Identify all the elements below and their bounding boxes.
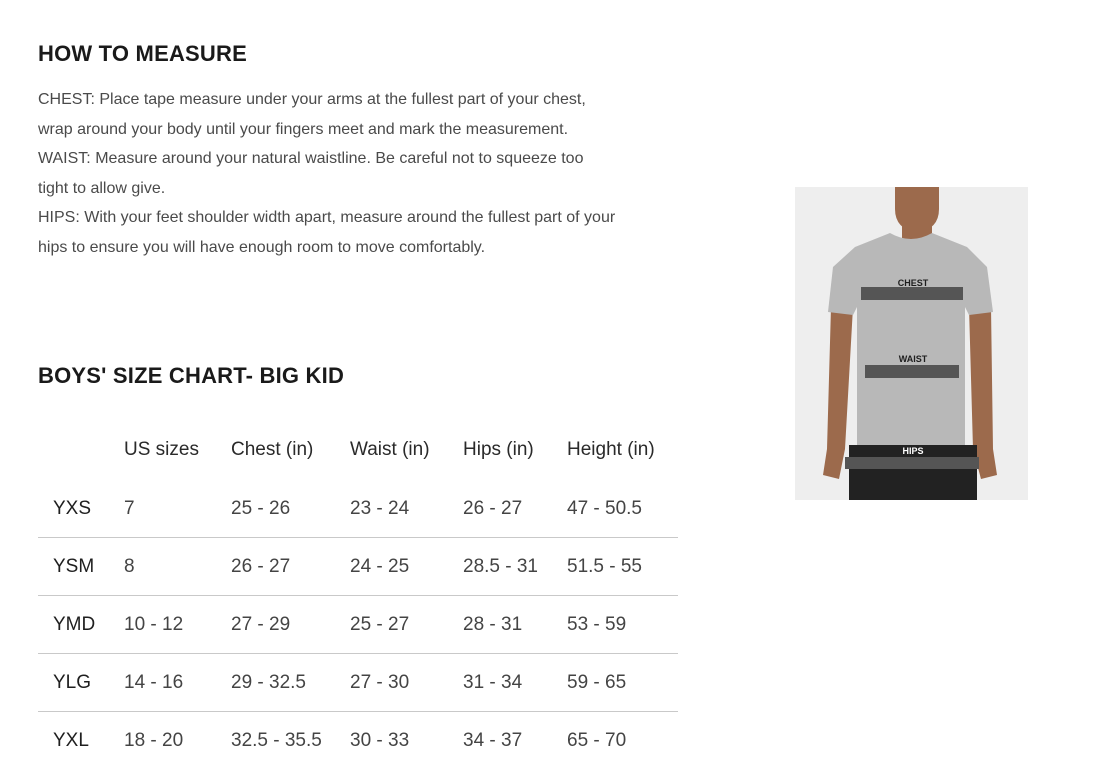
table-row: [38, 596, 678, 654]
waist-cell: 24 - 25: [350, 538, 463, 596]
hips-cell: 28 - 31: [463, 596, 567, 654]
size-chart-table: [38, 420, 678, 769]
size-chart-heading: BOYS' SIZE CHART- BIG KID: [38, 363, 344, 389]
waist-cell: 30 - 33: [350, 712, 463, 769]
us-size-cell: 10 - 12: [124, 596, 231, 654]
table-header-row: [38, 420, 678, 480]
hips-cell: 31 - 34: [463, 654, 567, 712]
chest-cell: 26 - 27: [231, 538, 350, 596]
chest-cell: 27 - 29: [231, 596, 350, 654]
height-cell: 65 - 70: [567, 712, 678, 769]
model-illustration: [795, 187, 1028, 500]
waist-cell: 27 - 30: [350, 654, 463, 712]
hips-band: [845, 457, 979, 469]
size-code-cell: YLG: [38, 654, 124, 712]
us-size-cell: 18 - 20: [124, 712, 231, 769]
size-code-cell: YXL: [38, 712, 124, 769]
hips-cell: 34 - 37: [463, 712, 567, 769]
header-hips: Hips (in): [463, 420, 567, 480]
size-code-cell: YSM: [38, 538, 124, 596]
size-code-cell: YMD: [38, 596, 124, 654]
size-code-cell: YXS: [38, 480, 124, 538]
header-size-code: [38, 420, 124, 480]
header-us-sizes: US sizes: [124, 420, 231, 480]
chest-label: CHEST: [898, 278, 929, 288]
measure-instructions: [38, 85, 618, 263]
table-row: [38, 480, 678, 538]
hips-cell: 26 - 27: [463, 480, 567, 538]
hips-instruction: HIPS: With your feet shoulder width apart, measure around the fullest part of your hips to ensure you will have enough room to move comfortably.: [38, 203, 618, 262]
waist-label: WAIST: [899, 354, 928, 364]
waist-cell: 25 - 27: [350, 596, 463, 654]
chest-cell: 25 - 26: [231, 480, 350, 538]
how-to-measure-heading: HOW TO MEASURE: [38, 41, 247, 67]
us-size-cell: 7: [124, 480, 231, 538]
height-cell: 53 - 59: [567, 596, 678, 654]
chest-cell: 29 - 32.5: [231, 654, 350, 712]
chest-instruction: CHEST: Place tape measure under your arms at the fullest part of your chest, wrap around your body until your fingers meet and mark the measurement.: [38, 85, 618, 144]
table-row: [38, 654, 678, 712]
waist-instruction: WAIST: Measure around your natural waistline. Be careful not to squeeze too tight to allow give.: [38, 144, 618, 203]
height-cell: 59 - 65: [567, 654, 678, 712]
chest-cell: 32.5 - 35.5: [231, 712, 350, 769]
hips-cell: 28.5 - 31: [463, 538, 567, 596]
us-size-cell: 14 - 16: [124, 654, 231, 712]
header-chest: Chest (in): [231, 420, 350, 480]
chest-band: [861, 287, 963, 300]
height-cell: 47 - 50.5: [567, 480, 678, 538]
header-waist: Waist (in): [350, 420, 463, 480]
us-size-cell: 8: [124, 538, 231, 596]
waist-cell: 23 - 24: [350, 480, 463, 538]
table-row: [38, 712, 678, 769]
header-height: Height (in): [567, 420, 678, 480]
table-row: [38, 538, 678, 596]
waist-band: [865, 365, 959, 378]
height-cell: 51.5 - 55: [567, 538, 678, 596]
measurement-figure: [795, 187, 1028, 500]
hips-label: HIPS: [902, 446, 923, 456]
